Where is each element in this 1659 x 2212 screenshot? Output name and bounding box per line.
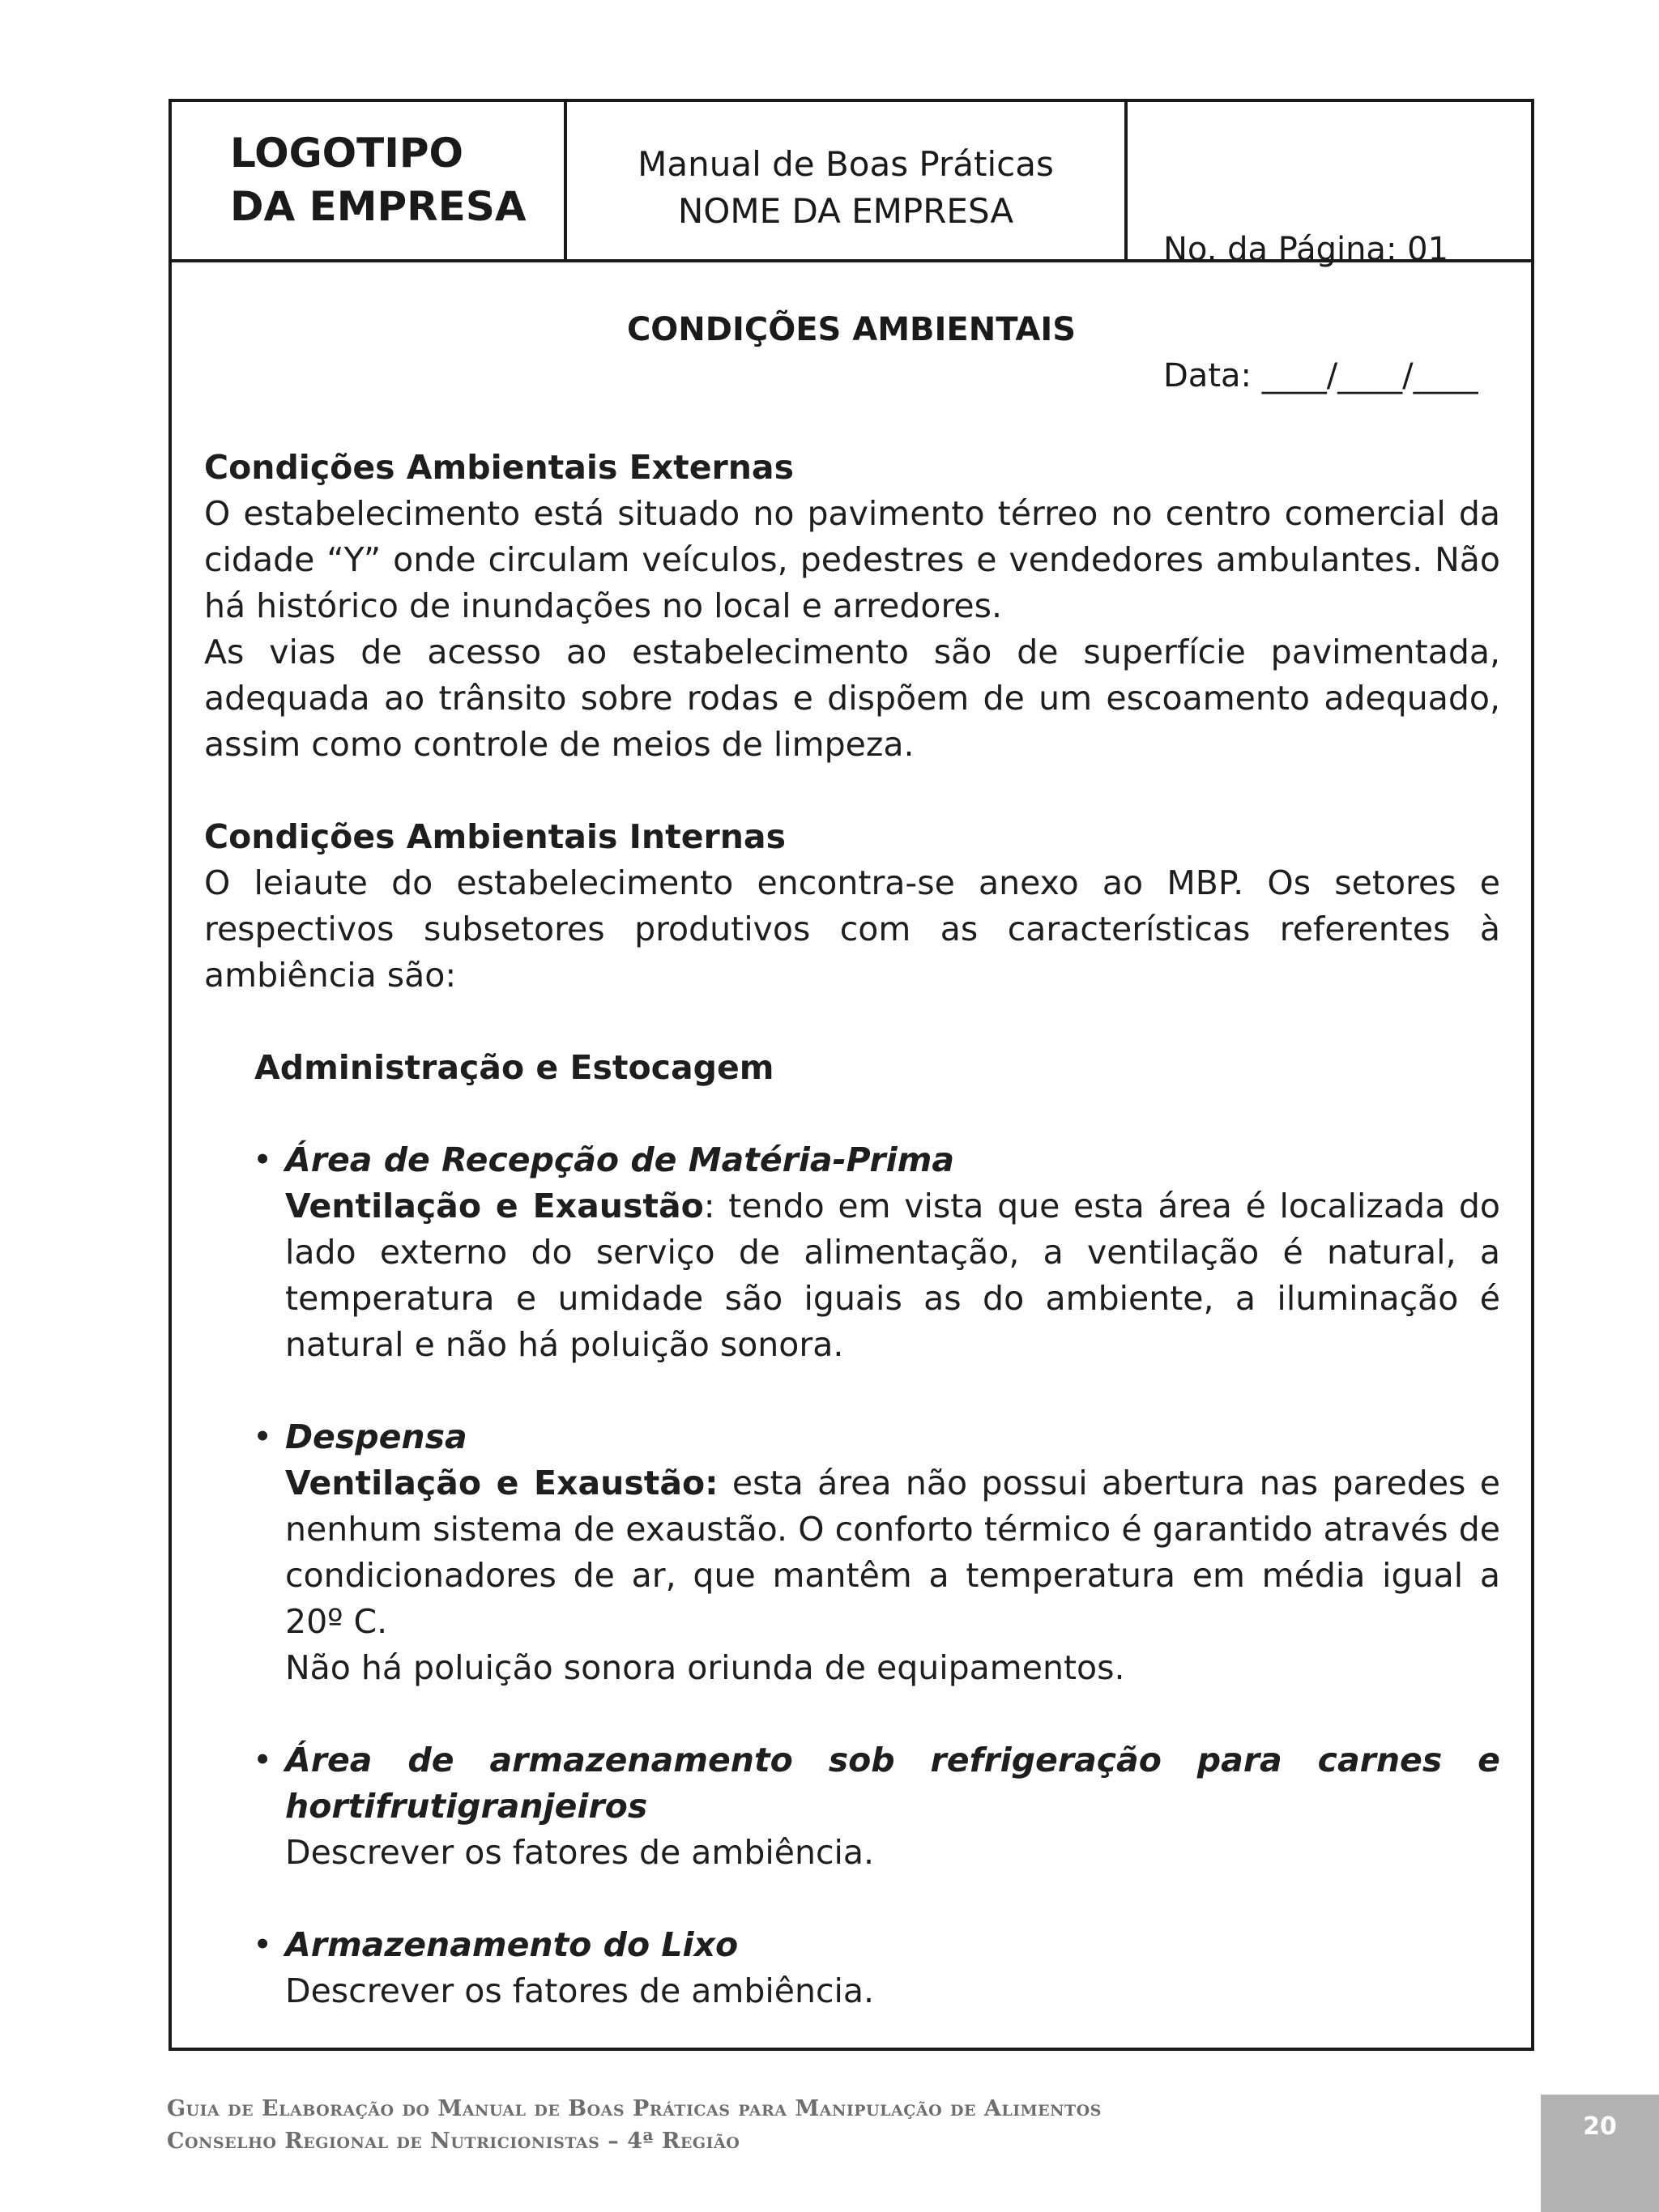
manual-cell (567, 102, 1128, 259)
internal-conditions-heading: Condições Ambientais Internas (204, 817, 786, 856)
company-logo-placeholder (230, 126, 527, 233)
list-item-body: Descrever os fatores de ambiência. (285, 1833, 875, 1872)
footer-council-name: Conselho Regional de Nutricionistas – 4ª Região (167, 2129, 740, 2154)
bullet-icon: • (253, 1741, 273, 1779)
list-item (204, 1414, 1500, 1691)
page-number-label: No. da Página: 01 (1163, 231, 1449, 268)
list-item-body: esta área não possui abertura nas paredes e nenhum sistema de exaustão. O conforto térmico é garantido através de condicionadores de ar, que mantêm a temperatura em média igual a 20º C. (285, 1464, 1500, 1641)
list-item (204, 1137, 1500, 1368)
list-item-text (285, 1183, 1500, 1368)
list-item-title: Despensa (285, 1417, 467, 1456)
list-item-title-cont: hortifrutigranjeiros (285, 1787, 648, 1826)
bullet-icon: • (253, 1925, 273, 1964)
internal-paragraph-1: O leiaute do estabelecimento encontra-se anexo ao MBP. Os setores e respectivos subsetores produtivos com as características referentes à ambiência são: (204, 863, 1500, 995)
document-title: CONDIÇÕES AMBIENTAIS (626, 311, 1077, 348)
date-label: Data: ____/____/____ (1163, 357, 1478, 394)
external-paragraph-1: O estabelecimento está situado no pavimento térreo no centro comercial da cidade “Y” onde circulam veículos, pedestres e vendedores ambulantes. Não há histórico de inundações no local e arredores. (204, 494, 1500, 625)
administration-storage-heading: Administração e Estocagem (254, 1048, 774, 1087)
list-item-extra: Não há poluição sonora oriunda de equipamentos. (285, 1648, 1125, 1687)
page-footer (167, 2093, 1102, 2158)
bullet-icon: • (253, 1140, 273, 1179)
list-item-label: Ventilação e Exaustão (285, 1187, 704, 1225)
list-item-label: Ventilação e Exaustão: (285, 1464, 719, 1502)
list-item (204, 1737, 1500, 1876)
bullet-icon: • (253, 1417, 273, 1456)
company-name: NOME DA EMPRESA (677, 191, 1014, 231)
page-number-tab (1541, 2095, 1659, 2212)
list-item-title: Área de armazenamento sob refrigeração para carnes e (285, 1741, 1500, 1779)
list-item-title: Área de Recepção de Matéria-Prima (285, 1140, 955, 1179)
logo-line-2: DA EMPRESA (230, 183, 527, 230)
external-paragraph-2: As vias de acesso ao estabelecimento são de superfície pavimentada, adequada ao trânsito sobre rodas e dispõem de um escoamento adequado, assim como controle de meios de limpeza. (204, 633, 1500, 764)
list-item-text (285, 1460, 1500, 1645)
document-body (204, 445, 1500, 2014)
list-item-title: Armazenamento do Lixo (285, 1925, 739, 1964)
page-number: 20 (1583, 2112, 1617, 2141)
list-item (204, 1922, 1500, 2014)
logo-line-1: LOGOTIPO (230, 130, 463, 177)
footer-guide-title: Guia de Elaboração do Manual de Boas Práticas para Manipulação de Alimentos (167, 2096, 1102, 2121)
document-frame (168, 99, 1534, 2051)
external-conditions-heading: Condições Ambientais Externas (204, 448, 794, 487)
logo-cell (172, 102, 567, 259)
list-item-body: Descrever os fatores de ambiência. (285, 1971, 875, 2010)
manual-title: Manual de Boas Práticas (638, 144, 1054, 184)
meta-cell (1128, 102, 1534, 394)
list-item-body: : tendo em vista que esta área é localizada do lado externo do serviço de alimentação, a ventilação é natural, a temperatura e umidade são iguais as do ambiente, a iluminação é natural e não há poluição sonora. (285, 1187, 1501, 1364)
